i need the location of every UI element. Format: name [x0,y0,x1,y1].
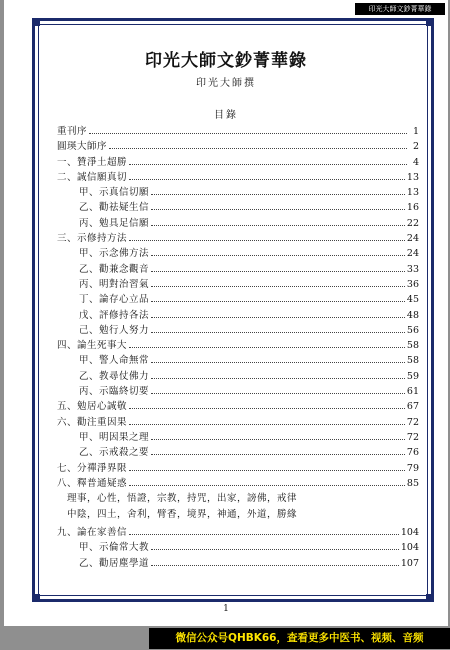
toc-entry-page: 33 [406,263,419,275]
toc-leader-dots [89,133,407,134]
toc-entry[interactable] [57,184,419,199]
toc-leader-dots [151,549,399,550]
toc-entry[interactable] [57,322,419,337]
toc-entry-page: 1 [412,126,419,137]
toc-entry-page: 22 [406,217,419,229]
toc-leader-dots [151,286,405,287]
toc-entry-page: 48 [406,309,419,321]
toc-entry[interactable] [57,352,419,367]
toc-entry-label: 甲、示念佛方法 [79,248,150,260]
toc-entry-label: 甲、警人命無常 [79,355,150,367]
toc-leader-dots [109,148,407,149]
header-label: 印光大師文鈔菁華錄 [355,3,445,15]
toc-leader-dots [151,194,405,195]
toc-entry[interactable] [57,429,419,444]
toc-leader-dots [151,332,405,333]
toc-entry-page: 61 [406,386,419,398]
toc-entry-page: 24 [406,248,419,260]
toc-entry[interactable] [57,307,419,322]
toc-entry-page: 85 [406,477,419,489]
toc-entry[interactable] [57,199,419,214]
toc-entry-label: 甲、明因果之理 [79,431,150,443]
toc-entry[interactable] [57,539,419,554]
toc-entry-page: 4 [412,156,419,168]
toc-entry-label: 戊、評修持各法 [79,309,150,321]
toc-entry[interactable] [57,460,419,475]
toc-entry-label: 甲、示倫常大教 [79,542,150,554]
toc-entry[interactable] [57,337,419,352]
toc-entry-label: 九、論在家善信 [57,527,128,539]
table-of-contents [57,123,419,570]
toc-leader-dots [151,454,405,455]
toc-entry[interactable] [57,261,419,276]
toc-entry-page: 13 [406,171,419,183]
toc-entry-label: 二、誠信願真切 [57,171,128,183]
toc-entry[interactable] [57,123,419,138]
toc-entry-page: 45 [406,294,419,306]
toc-entry-page: 107 [400,557,419,569]
toc-entry[interactable] [57,291,419,306]
toc-entry-page: 59 [406,370,419,382]
toc-entry-label: 三、示修持方法 [57,233,128,245]
frame-corner-bottom-left [32,594,40,602]
toc-entry[interactable] [57,276,419,291]
toc-entry-page: 16 [406,202,419,214]
toc-entry-page: 76 [406,447,419,459]
toc-leader-dots [151,378,405,379]
toc-entry-page: 58 [406,355,419,367]
toc-entry-label: 重刊序 [57,126,88,137]
toc-entry-label: 乙、示戒殺之要 [79,447,150,459]
frame-corner-top-right [426,18,434,26]
toc-main-list [57,123,419,490]
toc-entry-label: 七、分禪淨界限 [57,462,128,474]
toc-entry-page: 24 [406,233,419,245]
toc-entry[interactable] [57,154,419,169]
toc-leader-dots [151,565,399,566]
toc-leader-dots [151,317,405,318]
toc-entry-page: 72 [406,431,419,443]
toc-entry-label: 四、論生死事大 [57,340,128,352]
toc-leader-dots [129,408,405,409]
toc-entry-label: 乙、勸兼念觀音 [79,263,150,275]
toc-entry-page: 56 [406,324,419,336]
page-number: 1 [223,604,229,614]
toc-entry[interactable] [57,138,419,153]
toc-leader-dots [129,485,405,486]
promo-banner: 微信公众号QHBK66，查看更多中医书、视频、音频 [149,628,450,649]
toc-entry-page: 13 [406,187,419,199]
toc-entry-label: 乙、勸居塵學道 [79,557,150,569]
toc-leader-dots [151,301,405,302]
toc-entry[interactable] [57,444,419,459]
toc-entry-label: 甲、示真信切願 [79,187,150,199]
toc-leader-dots [129,347,405,348]
toc-leader-dots [151,255,405,256]
toc-entry-page: 79 [406,462,419,474]
toc-leader-dots [151,209,405,210]
toc-entry[interactable] [57,524,419,539]
toc-entry[interactable] [57,215,419,230]
toc-entry-label: 丙、示臨終切要 [79,386,150,398]
toc-entry-page: 67 [406,401,419,413]
toc-entry-label: 一、贊淨土超勝 [57,156,128,168]
toc-leader-dots [129,470,405,471]
frame-corner-bottom-right [426,594,434,602]
toc-note-line: 中陰，四土，舍利，臂香，境界，神通，外道，勝緣 [67,509,298,521]
toc-entry-label: 乙、勸祛疑生信 [79,202,150,214]
toc-entry[interactable] [57,475,419,490]
toc-entry-page: 104 [400,527,419,539]
toc-leader-dots [129,164,407,165]
toc-leader-dots [129,424,405,425]
toc-entry-page: 104 [400,542,419,554]
toc-entry-page: 36 [406,278,419,290]
toc-entry-label: 八、釋普通疑惑 [57,477,128,489]
document-page [4,0,448,626]
toc-entry-page: 58 [406,340,419,352]
toc-entry-label: 五、勉居心誠敬 [57,401,128,413]
toc-note-line: 理事，心性，悟證，宗教，持咒，出家，謗佛，戒律 [67,493,298,505]
toc-entry-label: 六、勸注重因果 [57,416,128,428]
toc-entry-label: 丙、明對治習氣 [79,278,150,290]
toc-entry-page: 72 [406,416,419,428]
toc-note [57,491,419,523]
toc-entry[interactable] [57,169,419,184]
toc-entry-label: 圓瑛大師序 [57,141,108,153]
book-title: 印光大師文鈔菁華錄 [145,51,307,71]
toc-heading: 目錄 [214,110,238,121]
toc-entry[interactable] [57,230,419,245]
toc-entry[interactable] [57,555,419,570]
toc-entry[interactable] [57,245,419,260]
toc-entry-label: 丁、論存心立品 [79,294,150,306]
toc-leader-dots [151,271,405,272]
toc-leader-dots [151,225,405,226]
toc-entry[interactable] [57,383,419,398]
book-author: 印光大師撰 [196,78,256,89]
toc-after-list [57,524,419,570]
toc-entry-label: 乙、教尋仗佛力 [79,370,150,382]
toc-entry[interactable] [57,398,419,413]
toc-entry-label: 己、勉行人努力 [79,324,150,336]
frame-corner-top-left [32,18,40,26]
toc-entry[interactable] [57,368,419,383]
toc-entry-label: 丙、勉具足信願 [79,217,150,229]
toc-leader-dots [151,393,405,394]
toc-leader-dots [129,534,399,535]
toc-leader-dots [151,439,405,440]
toc-leader-dots [151,362,405,363]
toc-leader-dots [129,179,405,180]
toc-entry-page: 2 [412,141,419,153]
toc-entry[interactable] [57,414,419,429]
toc-leader-dots [129,240,405,241]
